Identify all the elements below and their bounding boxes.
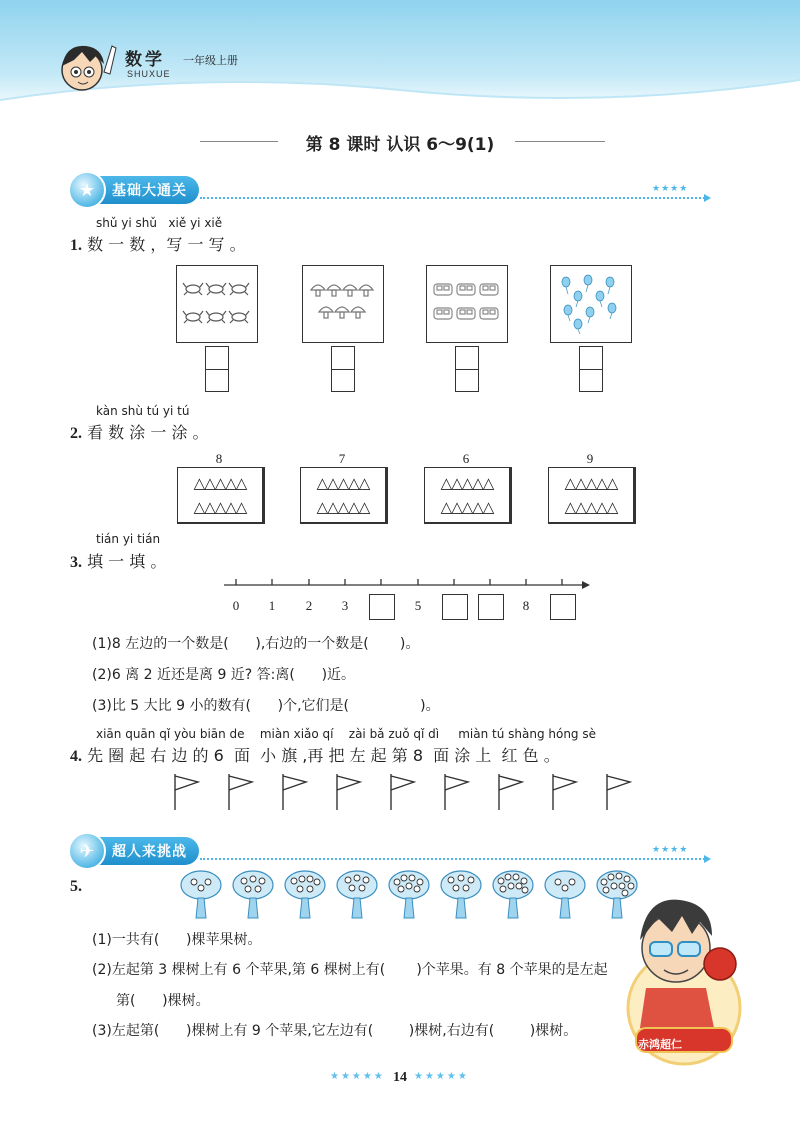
triangle-row[interactable]: △△△△△ — [193, 498, 247, 516]
subject-title: 数学 — [125, 50, 165, 70]
group-number: 9 — [586, 451, 594, 466]
triangle-row[interactable]: △△△△△ — [440, 474, 494, 492]
flag-icon[interactable] — [172, 772, 202, 812]
q5-sub3: (3)左起第( )棵树上有 9 个苹果,它左边有( )棵树,右边有( )棵树。 — [92, 1023, 578, 1039]
q3-text: 填 一 填 。 — [87, 552, 167, 571]
grade-label: 一年级上册 — [183, 54, 238, 67]
q2-line — [70, 420, 209, 443]
star-icon: ★ — [68, 171, 106, 209]
tick-label: 1 — [268, 598, 276, 613]
triangle-group[interactable] — [300, 467, 388, 524]
section-rule — [200, 197, 705, 199]
balloon-icon — [556, 274, 626, 334]
flag-icon[interactable] — [334, 772, 364, 812]
triangle-row[interactable]: △△△△△ — [564, 474, 618, 492]
apple-tree-icon — [282, 868, 328, 920]
tick-label: 0 — [232, 598, 240, 613]
triangle-row[interactable]: △△△△△ — [440, 498, 494, 516]
q2-pinyin: kàn shù tú yi tú — [96, 404, 190, 418]
section-badge-challenge — [68, 837, 199, 865]
q4-number: 4. — [70, 748, 82, 765]
q2-number: 2. — [70, 425, 82, 442]
bus-icon — [432, 276, 502, 332]
answer-box[interactable] — [455, 346, 479, 392]
q3-sub2: (2)6 离 2 近还是离 9 近? 答:离( )近。 — [92, 667, 356, 683]
flag-icon[interactable] — [442, 772, 472, 812]
q2-text: 看 数 涂 一 涂 。 — [87, 423, 209, 442]
q3-sub1: (1)8 左边的一个数是( ),右边的一个数是( )。 — [92, 636, 420, 652]
flag-icon[interactable] — [604, 772, 634, 812]
apple-tree-icon — [178, 868, 224, 920]
answer-box[interactable] — [205, 346, 229, 392]
rocket-icon: ✈ — [68, 832, 106, 870]
apple-tree-icon — [334, 868, 380, 920]
q5-line — [70, 876, 82, 896]
q3-line — [70, 549, 166, 572]
triangle-row[interactable]: △△△△△ — [316, 498, 370, 516]
number-blank-box[interactable] — [442, 594, 468, 620]
q5-sub2a: (2)左起第 3 棵树上有 6 个苹果,第 6 棵树上有( )个苹果。有 8 个苹果的是左起 — [92, 962, 608, 978]
q5-sub2b: 第( )棵树。 — [116, 993, 210, 1009]
q3-sub3: (3)比 5 大比 9 小的数有( )个,它们是( )。 — [92, 698, 440, 714]
number-blank-box[interactable] — [369, 594, 395, 620]
number-blank-box[interactable] — [550, 594, 576, 620]
tick-label: 3 — [341, 598, 349, 613]
picture-buses — [426, 265, 508, 343]
apple-tree-icon — [542, 868, 588, 920]
section-stars: ★★★★ — [652, 845, 689, 855]
apple-tree-icon — [386, 868, 432, 920]
footer-stars-right: ★★★★★ — [414, 1071, 469, 1082]
number-blank-box[interactable] — [478, 594, 504, 620]
picture-mushrooms — [302, 265, 384, 343]
triangle-row[interactable]: △△△△△ — [564, 498, 618, 516]
triangle-group[interactable] — [548, 467, 636, 524]
triangle-row[interactable]: △△△△△ — [316, 474, 370, 492]
q4-line — [70, 743, 560, 766]
flag-icon[interactable] — [496, 772, 526, 812]
flag-icon[interactable] — [550, 772, 580, 812]
triangle-group[interactable] — [424, 467, 512, 524]
q1-line — [70, 232, 246, 255]
q1-text: 数 一 数 ，写 一 写 。 — [87, 235, 246, 254]
title-rule-right — [515, 141, 605, 142]
footer-stars-left: ★★★★★ — [330, 1071, 385, 1082]
lesson-title: 第 8 课时 认识 6～9(1) — [305, 135, 495, 155]
flag-icon[interactable] — [388, 772, 418, 812]
triangle-group[interactable] — [177, 467, 265, 524]
q3-pinyin: tián yi tián — [96, 532, 161, 546]
answer-box[interactable] — [579, 346, 603, 392]
arrow-icon — [704, 855, 711, 863]
crab-icon — [182, 276, 252, 332]
page-number: 14 — [393, 1070, 407, 1085]
subject-pinyin: SHUXUE — [127, 69, 171, 79]
tick-label: 8 — [522, 598, 530, 613]
apple-tree-icon — [438, 868, 484, 920]
picture-crabs — [176, 265, 258, 343]
mascot-icon — [52, 38, 122, 100]
arrow-icon — [704, 194, 711, 202]
group-number: 7 — [338, 451, 346, 466]
q1-number: 1. — [70, 237, 82, 254]
mushroom-icon — [308, 276, 378, 332]
flag-icon[interactable] — [280, 772, 310, 812]
tick-label: 2 — [305, 598, 313, 613]
section-rule — [200, 858, 705, 860]
apple-tree-icon — [230, 868, 276, 920]
q4-text: 先 圈 起 右 边 的 6 面 小 旗 ,再 把 左 起 第 8 面 涂 上 红 色 。 — [87, 746, 560, 765]
group-number: 8 — [215, 451, 223, 466]
section-label: 基础大通关 — [96, 176, 199, 204]
picture-balloons — [550, 265, 632, 343]
triangle-row[interactable]: △△△△△ — [193, 474, 247, 492]
q4-pinyin: xiān quān qǐ yòu biān de miàn xiǎo qí zài bǎ zuǒ qǐ dì miàn tú shàng hóng sè — [96, 727, 596, 741]
q5-sub1: (1)一共有( )棵苹果树。 — [92, 932, 262, 948]
q1-pinyin: shǔ yi shǔ xiě yi xiě — [96, 216, 223, 230]
apple-tree-icon — [490, 868, 536, 920]
group-number: 6 — [462, 451, 470, 466]
flag-icon[interactable] — [226, 772, 256, 812]
section-stars: ★★★★ — [652, 184, 689, 194]
tick-label: 5 — [414, 598, 422, 613]
q5-number: 5. — [70, 878, 82, 895]
section-badge-basic — [68, 176, 199, 204]
number-line — [220, 576, 592, 592]
answer-box[interactable] — [331, 346, 355, 392]
stamp-label: 赤鸿超仁 — [638, 1038, 682, 1051]
section-label: 超人来挑战 — [96, 837, 199, 865]
q3-number: 3. — [70, 554, 82, 571]
